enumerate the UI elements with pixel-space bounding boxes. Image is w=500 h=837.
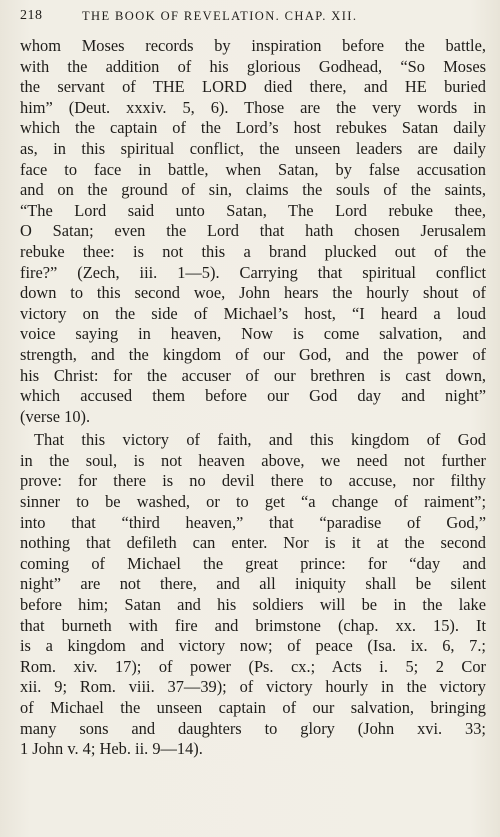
text-line: voice saying in heaven, Now is come salvation, and	[20, 324, 486, 344]
text-line: which accused them before our God day and night”	[20, 386, 486, 406]
text-line: down to this second woe, John hears the hourly shout of	[20, 283, 486, 303]
text-line: victory on the side of Michael’s host, “I heard a loud	[20, 303, 486, 323]
text-line: (verse 10).	[20, 406, 91, 426]
text-line: nothing that defileth can enter. Nor is it at the second	[20, 533, 486, 553]
text-line: sinner to be washed, or to get “a change of raiment”;	[20, 492, 486, 512]
text-line: rebuke thee: is not this a brand plucked out of the	[20, 241, 486, 261]
text-line: into that “third heaven,” that “paradise of God,”	[20, 512, 486, 532]
text-line: before him; Satan and his soldiers will be in the lake	[20, 595, 486, 615]
text-line: coming of Michael the great prince: for “day and	[20, 553, 486, 573]
text-line: that burneth with fire and brimstone (chap. xx. 15). It	[20, 615, 486, 635]
text-line: face to face in battle, when Satan, by false accusation	[20, 159, 486, 179]
text-line: whom Moses records by inspiration before the battle,	[20, 36, 486, 55]
text-line: which the captain of the Lord’s host rebukes Satan daily	[20, 118, 486, 138]
text-line: strength, and the kingdom of our God, and the power of	[20, 344, 486, 364]
text-line: the servant of THE LORD died there, and HE buried	[20, 77, 486, 97]
text-line: in the soul, is not heaven above, we need not further	[20, 450, 486, 470]
text-line: is a kingdom and victory now; of peace (Isa. ix. 6, 7.;	[20, 636, 486, 656]
text-line: of Michael the unseen captain of our salvation, bringing	[20, 698, 486, 717]
text-line: Rom. xiv. 17); of power (Ps. cx.; Acts i. 5; 2 Cor	[20, 656, 486, 676]
text-line: xii. 9; Rom. viii. 37—39); of victory hourly in the victory	[20, 677, 486, 697]
running-head: THE BOOK OF REVELATION. CHAP. XII.	[82, 9, 358, 23]
page-header	[20, 8, 482, 30]
page-number: 218	[20, 8, 43, 23]
text-line: as, in this spiritual conflict, the unseen leaders are daily	[20, 138, 486, 158]
text-line: prove: for there is no devil there to accuse, nor filthy	[20, 471, 486, 491]
text-line: “The Lord said unto Satan, The Lord rebuke thee,	[20, 200, 486, 220]
text-line: him” (Deut. xxxiv. 5, 6). Those are the very words in	[20, 97, 486, 117]
text-line: O Satan; even the Lord that hath chosen Jerusalem	[20, 221, 486, 241]
text-line: That this victory of faith, and this kingdom of God	[34, 430, 486, 450]
text-line: his Christ: for the accuser of our brethren is cast down,	[20, 365, 486, 385]
paragraph-1	[20, 36, 486, 427]
text-line: 1 John v. 4; Heb. ii. 9—14).	[20, 739, 203, 759]
text-line: fire?” (Zech, iii. 1—5). Carrying that spiritual conflict	[20, 262, 486, 282]
text-line: many sons and daughters to glory (John xvi. 33;	[20, 718, 486, 738]
text-line: night” are not there, and all iniquity shall be silent	[20, 574, 486, 594]
text-line: with the addition of his glorious Godhead, “So Moses	[20, 56, 486, 76]
body-text	[20, 36, 486, 760]
paragraph-2	[20, 430, 486, 760]
text-line: and on the ground of sin, claims the souls of the saints,	[20, 180, 486, 200]
